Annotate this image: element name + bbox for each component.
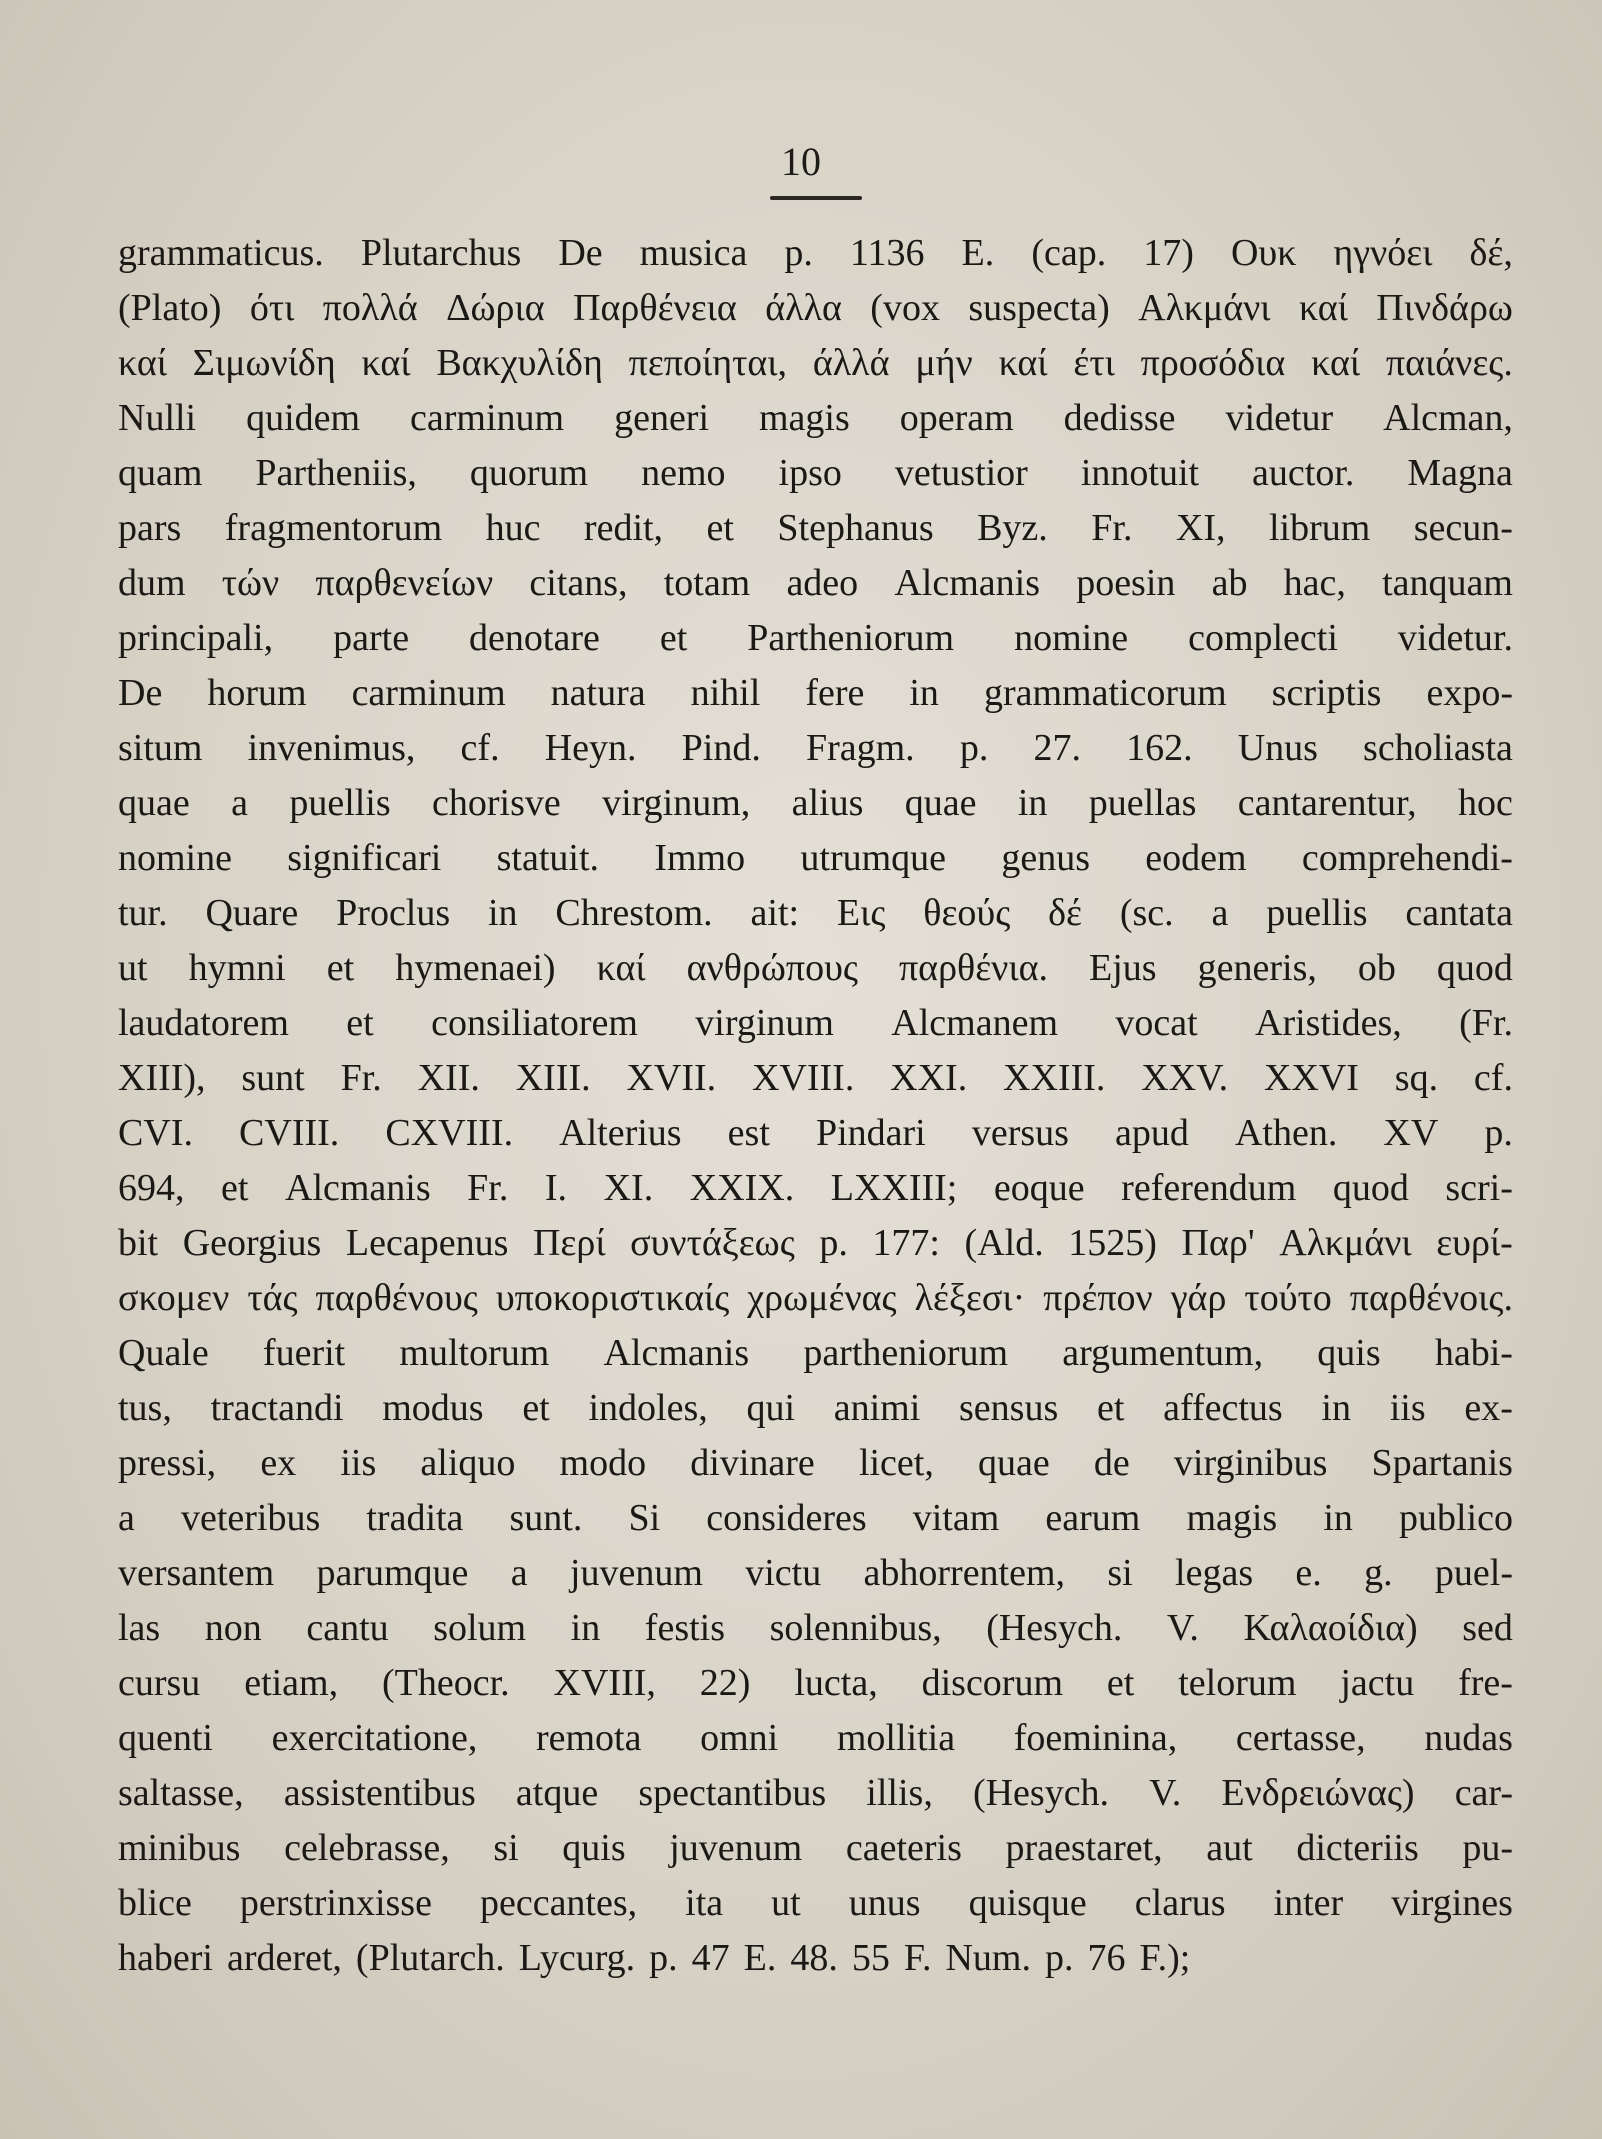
- text-line: Quale fuerit multorum Alcmanis partheniorum argumentum, quis habi-: [118, 1332, 1513, 1374]
- text-line: De horum carminum natura nihil fere in grammaticorum scriptis expo-: [118, 672, 1513, 714]
- text-line: a veteribus tradita sunt. Si consideres vitam earum magis in publico: [118, 1497, 1513, 1539]
- text-line: quenti exercitatione, remota omni mollitia foeminina, certasse, nudas: [118, 1717, 1513, 1759]
- text-line: saltasse, assistentibus atque spectantibus illis, (Hesych. V. Ενδρειώνας) car-: [118, 1772, 1513, 1814]
- text-line: nomine significari statuit. Immo utrumque genus eodem comprehendi-: [118, 837, 1513, 879]
- text-line: quam Partheniis, quorum nemo ipso vetustior innotuit auctor. Magna: [118, 452, 1513, 494]
- text-line: grammaticus. Plutarchus De musica p. 1136 E. (cap. 17) Ουκ ηγνόει δέ,: [118, 232, 1513, 274]
- text-line: principali, parte denotare et Partheniorum nomine complecti videtur.: [118, 617, 1513, 659]
- text-line: cursu etiam, (Theocr. XVIII, 22) lucta, discorum et telorum jactu fre-: [118, 1662, 1513, 1704]
- text-line: καί Σιμωνίδη καί Βακχυλίδη πεποίηται, άλλά μήν καί έτι προσόδια καί παιάνες.: [118, 342, 1513, 384]
- page-number: 10: [781, 139, 821, 184]
- text-line: Nulli quidem carminum generi magis operam dedisse videtur Alcman,: [118, 397, 1513, 439]
- text-line: pars fragmentorum huc redit, et Stephanus Byz. Fr. XI, librum secun-: [118, 507, 1513, 549]
- page-number-rule: [770, 196, 862, 200]
- text-line: 694, et Alcmanis Fr. I. XI. XXIX. LXXIII; eoque referendum quod scri-: [118, 1167, 1513, 1209]
- text-line: quae a puellis chorisve virginum, alius quae in puellas cantarentur, hoc: [118, 782, 1513, 824]
- text-line: tus, tractandi modus et indoles, qui animi sensus et affectus in iis ex-: [118, 1387, 1513, 1429]
- text-line: σκομεν τάς παρθένους υποκοριστικαίς χρωμένας λέξεσι· πρέπον γάρ τούτο παρθένοις.: [118, 1277, 1513, 1319]
- text-line: dum τών παρθενείων citans, totam adeo Alcmanis poesin ab hac, tanquam: [118, 562, 1513, 604]
- text-line: (Plato) ότι πολλά Δώρια Παρθένεια άλλα (vox suspecta) Αλκμάνι καί Πινδάρω: [118, 287, 1513, 329]
- text-line: laudatorem et consiliatorem virginum Alcmanem vocat Aristides, (Fr.: [118, 1002, 1513, 1044]
- body-text: [118, 226, 1513, 1986]
- text-line: bit Georgius Lecapenus Περί συντάξεως p. 177: (Ald. 1525) Παρ' Αλκμάνι ευρί-: [118, 1222, 1513, 1264]
- text-line: minibus celebrasse, si quis juvenum caeteris praestaret, aut dicteriis pu-: [118, 1827, 1513, 1869]
- text-line: las non cantu solum in festis solennibus, (Hesych. V. Καλαοίδια) sed: [118, 1607, 1513, 1649]
- text-line: CVI. CVIII. CXVIII. Alterius est Pindari versus apud Athen. XV p.: [118, 1112, 1513, 1154]
- text-line: XIII), sunt Fr. XII. XIII. XVII. XVIII. XXI. XXIII. XXV. XXVI sq. cf.: [118, 1057, 1513, 1099]
- text-line: blice perstrinxisse peccantes, ita ut unus quisque clarus inter virgines: [118, 1882, 1513, 1924]
- text-line: pressi, ex iis aliquo modo divinare licet, quae de virginibus Spartanis: [118, 1442, 1513, 1484]
- text-line: ut hymni et hymenaei) καί ανθρώπους παρθένια. Ejus generis, ob quod: [118, 947, 1513, 989]
- text-line: haberi arderet, (Plutarch. Lycurg. p. 47 E. 48. 55 F. Num. p. 76 F.);: [118, 1937, 1191, 1979]
- text-line: versantem parumque a juvenum victu abhorrentem, si legas e. g. puel-: [118, 1552, 1513, 1594]
- text-line: situm invenimus, cf. Heyn. Pind. Fragm. p. 27. 162. Unus scholiasta: [118, 727, 1513, 769]
- text-line: tur. Quare Proclus in Chrestom. ait: Εις θεούς δέ (sc. a puellis cantata: [118, 892, 1513, 934]
